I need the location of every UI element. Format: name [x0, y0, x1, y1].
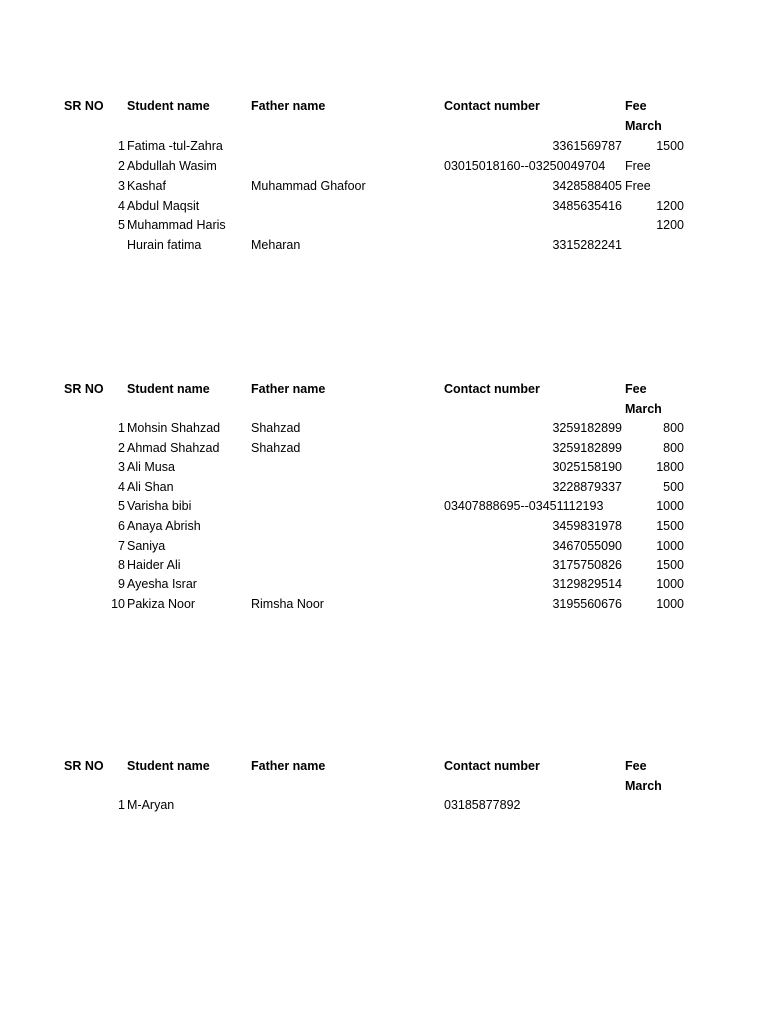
father-name-cell: Meharan [251, 238, 301, 252]
sr-no-cell: 2 [118, 441, 125, 455]
fee-cell: 1200 [656, 199, 684, 213]
student-name-cell: Ali Musa [127, 460, 175, 474]
fee-cell: Free [625, 159, 651, 173]
contact-number-cell: 3315282241 [552, 238, 622, 252]
student-name-cell: Muhammad Haris [127, 218, 226, 232]
student-name-cell: Saniya [127, 539, 166, 553]
contact-number-cell: 3485635416 [552, 199, 622, 213]
contact-number-cell: 3361569787 [552, 139, 622, 153]
sr-no-cell: 1 [118, 421, 125, 435]
student-name-cell: Anaya Abrish [127, 519, 201, 533]
sr-no-cell: 4 [118, 480, 125, 494]
sr-no-cell: 8 [118, 558, 125, 572]
student-name-cell: Abdullah Wasim [127, 159, 217, 173]
fee-cell: 1200 [656, 218, 684, 232]
header-sr-no: SR NO [64, 382, 104, 396]
sr-no-cell: 9 [118, 577, 125, 591]
student-name-cell: Ayesha Israr [127, 577, 197, 591]
contact-number-cell: 03185877892 [444, 798, 521, 812]
header-contact-number: Contact number [444, 382, 540, 396]
contact-number-cell: 03015018160--03250049704 [444, 159, 606, 173]
student-name-cell: Kashaf [127, 179, 166, 193]
header-contact-number: Contact number [444, 759, 540, 773]
contact-number-cell: 3259182899 [552, 441, 622, 455]
header-father-name: Father name [251, 759, 326, 773]
fee-cell: 1500 [656, 558, 684, 572]
sr-no-cell: 10 [111, 597, 125, 611]
sr-no-cell: 1 [118, 798, 125, 812]
fee-cell: 1500 [656, 139, 684, 153]
student-name-cell: Haider Ali [127, 558, 181, 572]
fee-cell: Free [625, 179, 651, 193]
header-fee: Fee [625, 382, 647, 396]
student-name-cell: Varisha bibi [127, 499, 192, 513]
fee-cell: 1000 [656, 499, 684, 513]
contact-number-cell: 3228879337 [552, 480, 622, 494]
student-name-cell: Pakiza Noor [127, 597, 196, 611]
sr-no-cell: 3 [118, 460, 125, 474]
sr-no-cell: 7 [118, 539, 125, 553]
fee-cell: 800 [663, 441, 684, 455]
header-sr-no: SR NO [64, 99, 104, 113]
header-march: March [625, 779, 662, 793]
father-name-cell: Rimsha Noor [251, 597, 324, 611]
student-name-cell: Ali Shan [127, 480, 174, 494]
header-student-name: Student name [127, 759, 210, 773]
fee-cell: 1500 [656, 519, 684, 533]
fee-cell: 500 [663, 480, 684, 494]
contact-number-cell: 3175750826 [552, 558, 622, 572]
header-march: March [625, 402, 662, 416]
fee-cell: 1000 [656, 539, 684, 553]
sr-no-cell: 5 [118, 499, 125, 513]
sr-no-cell: 6 [118, 519, 125, 533]
sr-no-cell: 1 [118, 139, 125, 153]
contact-number-cell: 3195560676 [552, 597, 622, 611]
contact-number-cell: 03407888695--03451112193 [444, 499, 604, 513]
header-father-name: Father name [251, 382, 326, 396]
contact-number-cell: 3025158190 [552, 460, 622, 474]
student-name-cell: Ahmad Shahzad [127, 441, 220, 455]
student-name-cell: Abdul Maqsit [127, 199, 200, 213]
sr-no-cell: 3 [118, 179, 125, 193]
sr-no-cell: 2 [118, 159, 125, 173]
fee-cell: 800 [663, 421, 684, 435]
student-name-cell: M-Aryan [127, 798, 175, 812]
father-name-cell: Shahzad [251, 421, 301, 435]
father-name-cell: Muhammad Ghafoor [251, 179, 366, 193]
student-name-cell: Fatima -tul-Zahra [127, 139, 223, 153]
header-fee: Fee [625, 99, 647, 113]
header-march: March [625, 119, 662, 133]
fee-cell: 1800 [656, 460, 684, 474]
header-father-name: Father name [251, 99, 326, 113]
fee-cell: 1000 [656, 577, 684, 591]
header-contact-number: Contact number [444, 99, 540, 113]
header-student-name: Student name [127, 382, 210, 396]
contact-number-cell: 3259182899 [552, 421, 622, 435]
contact-number-cell: 3467055090 [552, 539, 622, 553]
contact-number-cell: 3459831978 [552, 519, 622, 533]
student-name-cell: Hurain fatima [127, 238, 202, 252]
header-fee: Fee [625, 759, 647, 773]
fee-cell: 1000 [656, 597, 684, 611]
father-name-cell: Shahzad [251, 441, 301, 455]
sr-no-cell: 5 [118, 218, 125, 232]
student-name-cell: Mohsin Shahzad [127, 421, 221, 435]
sr-no-cell: 4 [118, 199, 125, 213]
contact-number-cell: 3129829514 [552, 577, 622, 591]
header-sr-no: SR NO [64, 759, 104, 773]
header-student-name: Student name [127, 99, 210, 113]
contact-number-cell: 3428588405 [552, 179, 622, 193]
